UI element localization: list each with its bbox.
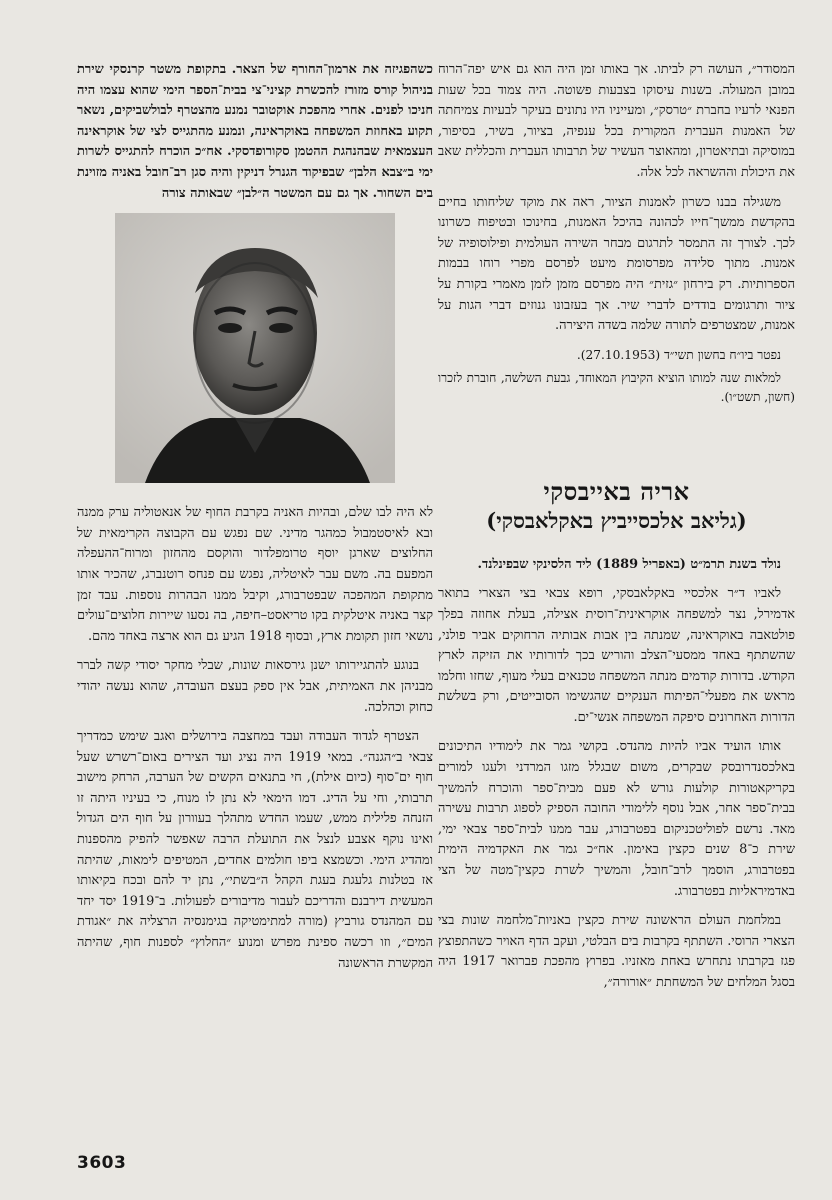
right-paragraph-5: אותו הועיד אביו להיות מהנדס. בקושי גמר את לימודיו התיכונים באלכסנדרובסק שבקרים, משום שבגלל מזגו המרדני ולעגו למורים בקריקאטורות קולעות גורש לא פעם מבית־ספר והוכרח להמשיך בבית־ספר אחר, אבל נוסף ללימודי החובה הספיק לספוג תרבות עשירה מאד. נרשם לפוליטכניקום בפטרבורג, עבר ממנו לבית־ספר צבאי ימי, שירת כ־8 שנים כקצין באימון. אח״כ גמר את האקדמיה הימית בפטרבורג, הוסמך לרב־חובל, והמשיך לשרת כקצין־מטה של הצי באדמיראליות בפטרבורג. [438, 739, 795, 899]
biography-heading [438, 477, 795, 535]
death-date-line: נפטר ביו״ח בחשון תשי״ד (27.10.1953). [576, 347, 781, 362]
left-paragraph-3: בנוגע להתגיירותו ישנן גירסאות שונות, שבלי מחקר יסודי קשה לברר מבניהן את האמיתית, אבל אין ספק בעצם העובדה, שהוא נעשה יהודי כחוק וכהלכה. [77, 658, 433, 715]
person-name-title: אריה באייבסקי [543, 476, 690, 506]
right-paragraph-3: נולד בשנת תרמ״ט (באפריל 1889) ליד הלסינקי שבפינלנד. [477, 556, 781, 572]
right-column [438, 60, 795, 1003]
left-column [77, 60, 433, 983]
left-paragraph-4: הצטרף לגדוד העבודה ועבד במחצבה בירושלים ואגב שימש כמדריך צבאי ב״הגנה״. במאי 1919 היה נציג ועד הצירים באום־רשרש שעל חוף ים־סוף (כיום אילת), חי בתנאים הקשים של הערבה, הרחק מישוב תרבותי, וחי על הדיג. דמו הימאי לא נתן לו מנוח, כי בעיניו היתה זו הזנחה פלילית ממש, שעמו החדש מתהלך בעוורון על חוף הים הגדול ואינו נוקף אצבע לנצל את התועלת הרבה שאפשר להפיק מהספנות ומהדיג הימי. וכשמצא ביפו חולמים אחדים, המטיפים לימאות, שהיתה אז בטלנות גלעגת בעגת הקהל ה״בשתי״, נתן יד להם ובכח בקיאותו המעשית דירבנם והדריכם לעבור מדיבורים לפעולות. ב־1919 יסד יחד עם המהנדס גורביץ (מורה למתימטיקה בגימנסיה הרצליה את ״אגודת המים״, וזו רכשה ספינת מפרש ומנוע ״החלוץ״ לספנות חוף, שהיתה המקשרת הראשונה [77, 729, 433, 971]
right-paragraph-1: המסודר״, העושה רק לביתו. אך באותו זמן היה הוא גם איש יפה־הרוח במובן המעולה. בשנות עיסוקו בצבעות פשוטה. היה צמוד בכל שעות הפנאי לרעיו בחברת ״טרסק״, ומעייניו היו נתונים בעיקר לבעיות צמיחתה של האמנות העברית המקורית בכל ענפיה, בציור, בשיר, בסיפור, במוסיקה ובתיאטרון, ומהאוצר העשיר של תרבותו העברית והכללית שאב את היכולת וההשראה לכל אלה. [438, 62, 795, 180]
left-paragraph-2: לא היה לבו שלם, ובהיות האניה בקרבת החוף של אנאטוליה ערק ממנה ובא לאיסטמבול כמהגר מדיני. שם נפגש עם הקבוצה הקרימאית של החלוצים שארגן יוסף טרומפלדור והוקסם מהחזון ומרוח־ההעפלה המפעם בה. משם עבר לאיטליה, נפגש עם פנחס רוטנברג, שהכיר אותו מתקופת המהפכה שבפטרבורג, וקיבל ממנו הבהרות נוספות. עבד זמן קצר באניה איטלקית בקו טריאסט–חיפה, בה נסעו שיירות חלוצים־עולים נושאי חזון תקומת ארץ, ובסוף 1918 הגיע גם הוא ארצה באחד מהם. [77, 505, 433, 644]
memorial-note: למלאות שנה למותו הוציא הקיבוץ המאוחד, גבעת השלשה, חוברת לזכרו (חשון, תשט״ו). [438, 370, 795, 404]
right-paragraph-4: לאביו ד״ר אלכסיי באקלאבסקי, רופא צבאי בצי הצארי בתואר אדמירל, נצר למשפחה אוקראינית־רוסית אצילה, בעלת אחוזה בפלך פולטאבה באוקראינה, שמנתה בין אבות אבותיה הרחוקים אביר פולני, שהשתתף באחד ממסעי־הצלב והוריש בכך לדורותיו את הזיקה לארץ הקודש. בדורות קודמים מנתה המשפחה טכנאים בעלי מעוף, שחזו וחלמו מראש את מפעלי־הפיתוח הענקיים שהגשימו הסובייטים, ורק בשלשת הדורות האחרונים סיפקה המשפחה אנשי־ים. [438, 586, 795, 725]
right-paragraph-2: משגילה בבנו כשרון לאמנות הציור, ראה את מוקד שליחותו בחיים בהקדשת ממשך־חייו לכהונה בהיכל האמנות, בחינוכו ובטיפוח כשרונו לכך. לצורך זה התמסר לתרגום מבחר השירה העולמית ופילוסופיה של אמנות. מתוך סלידה מפרסומת מיעט לפרסם מפרי רוחו בבמות הספרותיות. רק בירחון ״גזית״ היה מפרסם מזמן לזמן מאמרי בקורת על ציור ותרגומים בודדים לדברי שיר. אך בעזבונו גנוזים דברי הגות על אמנות, שמצטרפים לתורה שלמה בשדה היצירה. [438, 194, 795, 334]
page-number: 3603 [77, 1153, 127, 1173]
right-paragraph-6: במלחמת העולם הראשונה שירת כקצין באניות־מלחמה שונות בצי הצארי הרוסי. השתתף בקרבות בים הבלטי, ועקב הדף האויר כשהתפוצץ פגז בקרבתו נתחרש באחת מאזניו. בפרוץ מהפכת פברואר 1917 היה בסגל המלחים של המשחתת ״אורורה״, [438, 913, 795, 990]
portrait-image [115, 213, 395, 483]
portrait-photo [115, 213, 395, 483]
left-paragraph-1: כשהפגיזה את ארמון־החורף של הצאר. בתקופת משטר קרנסקי שירת בניהול קורס מזורז להכשרת קציני־צי בבית־הספר הימי שהוא עצמו היה חניכו לפנים. אחרי מהפכת אוקטובר נמנע מהצטרף לבולשביקים, נשאר תקוע באחוזת המשפחה באוקראינה, ונמנע מהתגייס לצי של אוקראינה העצמאית שבהנהגת ההטמן סקורופדסקי. אח״כ הוכרח להתגייס לשרות ימי ב״צבא הלבן״ שבפיקוד הגנרל דניקין והיה סגן רב־חובל באניה מזוינת בים השחור. אך גם עם המשטר ה״לבן״ שבאותה צורה [77, 62, 433, 201]
person-name-subtitle: (גליאב אלכסייביץ באקלאבסקי) [486, 507, 747, 533]
